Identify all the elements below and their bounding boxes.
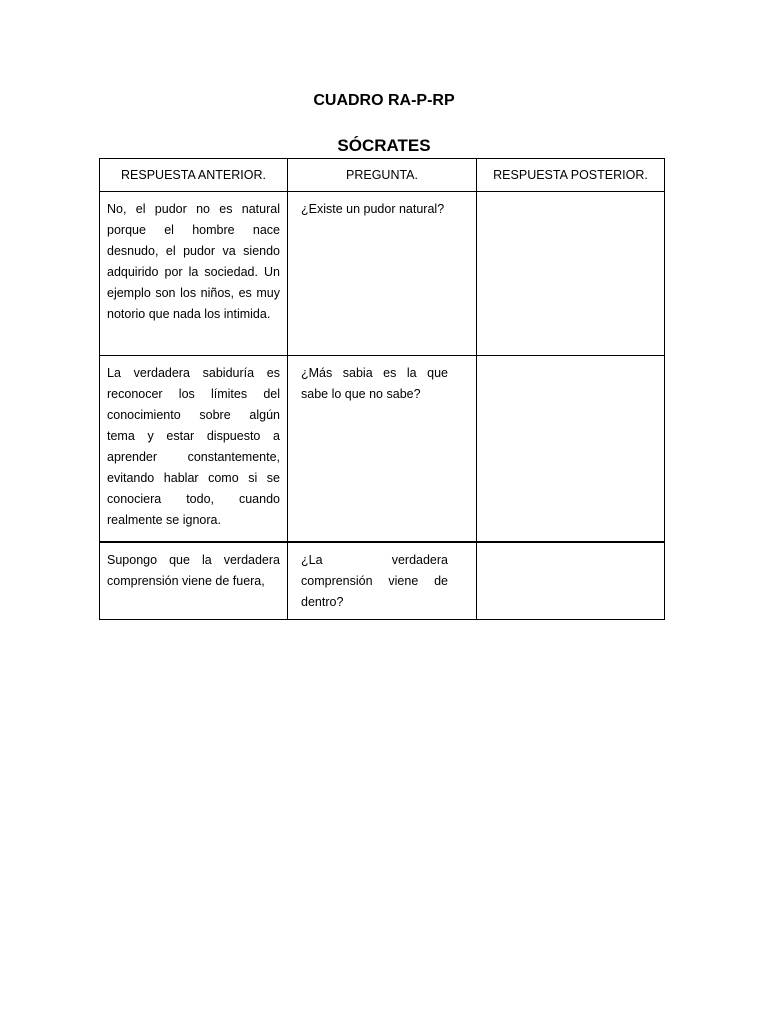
cell-respuesta-posterior <box>477 542 665 620</box>
table-header-row <box>100 159 665 192</box>
header-pregunta: PREGUNTA. <box>288 159 477 192</box>
document-title: CUADRO RA-P-RP <box>313 92 455 109</box>
cell-pregunta: ¿Existe un pudor natural? <box>288 192 477 356</box>
rap-table <box>99 158 665 620</box>
table-row <box>100 542 665 620</box>
cell-pregunta: ¿Más sabia es la que sabe lo que no sabe? <box>288 356 477 543</box>
header-respuesta-posterior: RESPUESTA POSTERIOR. <box>477 159 665 192</box>
document-subtitle: SÓCRATES <box>337 136 431 155</box>
cell-respuesta-anterior: Supongo que la verdadera comprensión viene de fuera, <box>100 542 288 620</box>
cell-respuesta-anterior: La verdadera sabiduría es reconocer los límites del conocimiento sobre algún tema y estar dispuesto a aprender constantemente, evitando hablar como si se conociera todo, cuando realmente se ignora. <box>100 356 288 543</box>
table-row <box>100 356 665 543</box>
header-respuesta-anterior: RESPUESTA ANTERIOR. <box>100 159 288 192</box>
cell-respuesta-anterior: No, el pudor no es natural porque el hombre nace desnudo, el pudor va siendo adquirido por la sociedad. Un ejemplo son los niños, es muy notorio que nada los intimida. <box>100 192 288 356</box>
cell-pregunta: ¿La verdadera comprensión viene de dentro? <box>288 542 477 620</box>
cell-respuesta-posterior <box>477 192 665 356</box>
cell-respuesta-posterior <box>477 356 665 543</box>
table-row <box>100 192 665 356</box>
